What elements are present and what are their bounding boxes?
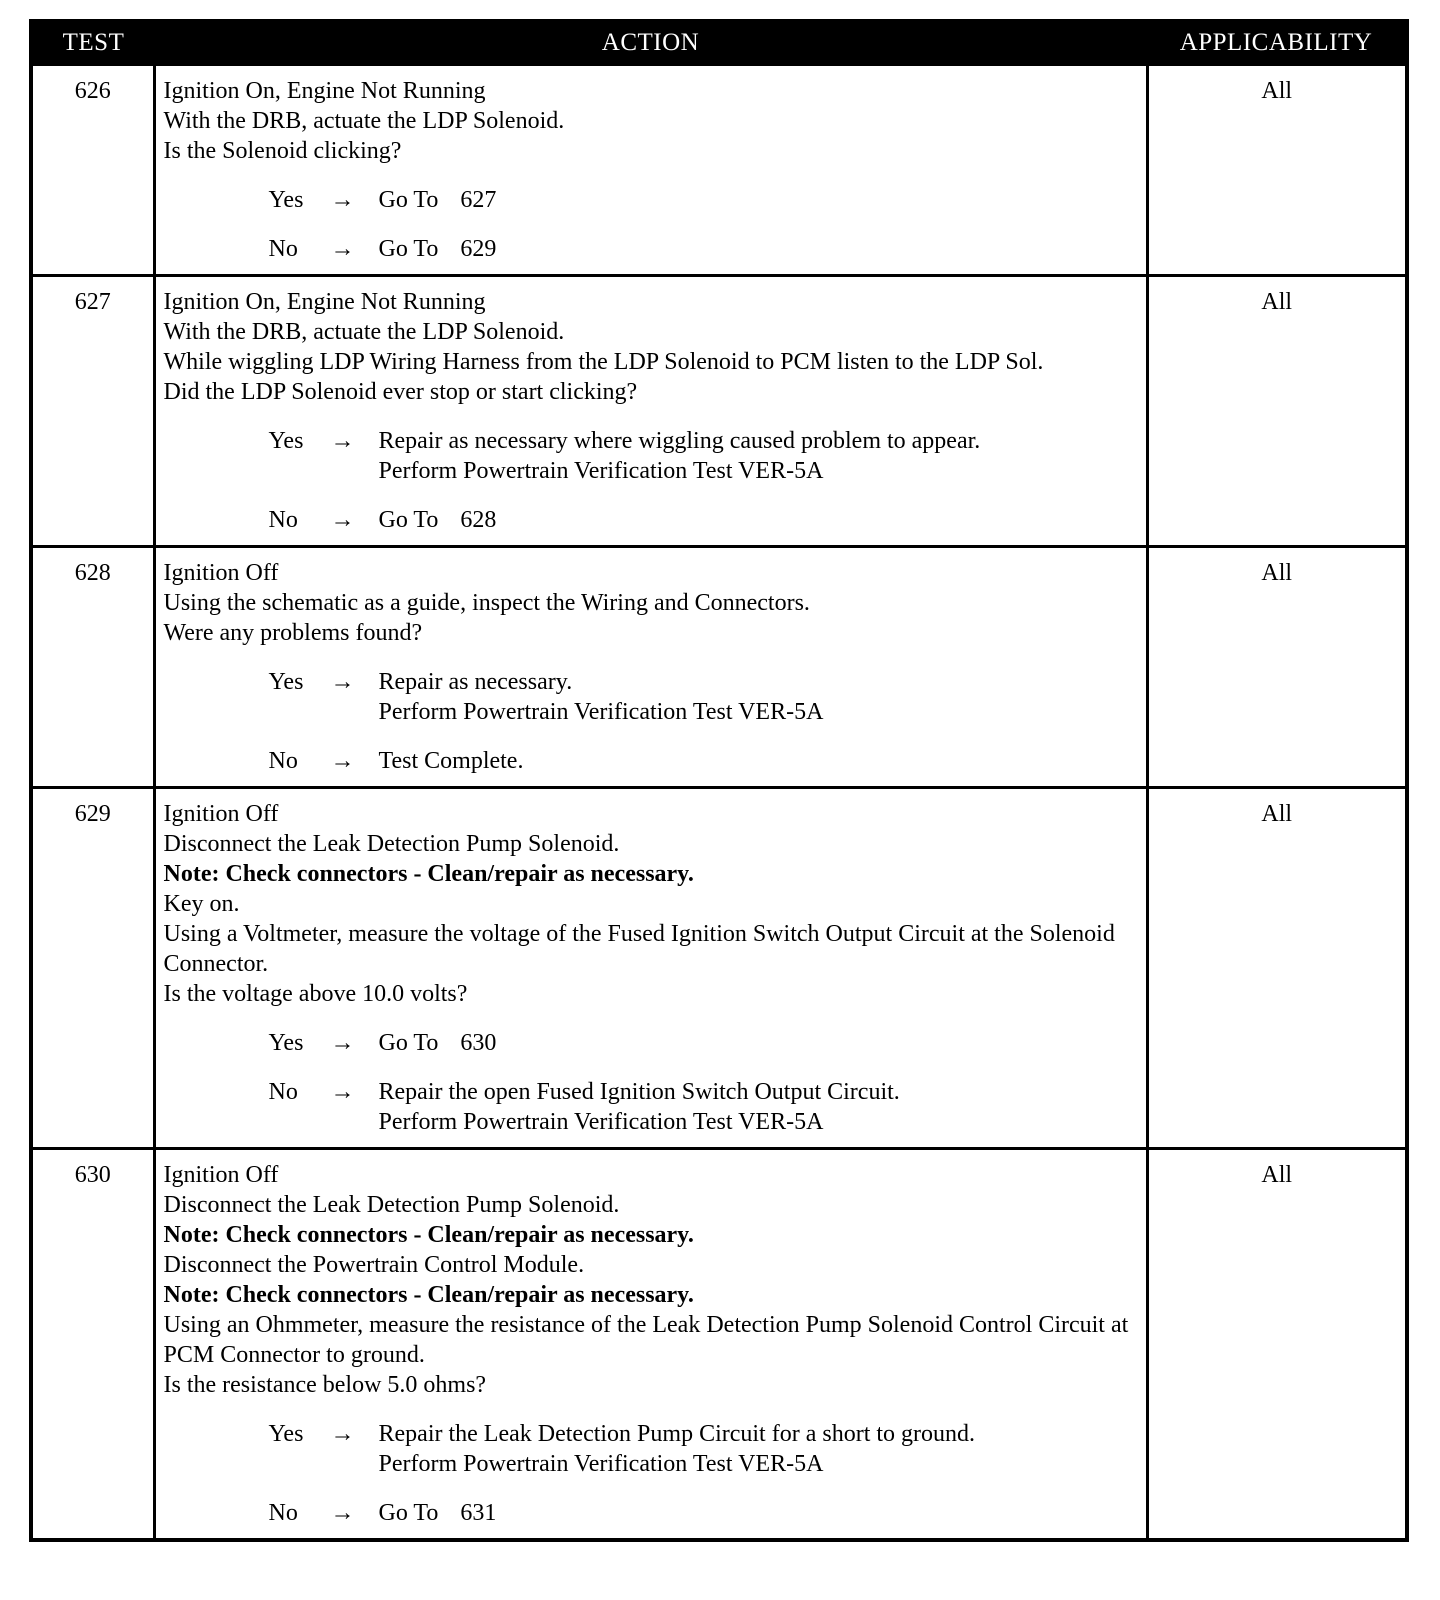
instruction-line: Did the LDP Solenoid ever stop or start clicking? (163, 379, 638, 405)
no-result (379, 234, 1142, 264)
no-branch (164, 746, 1142, 776)
table-row (31, 788, 1407, 1149)
instruction-line: Disconnect the Leak Detection Pump Solenoid. (163, 1192, 620, 1218)
result-line: Repair the Leak Detection Pump Circuit for a short to ground. (378, 1421, 976, 1447)
applicability-value: All (1147, 788, 1407, 1149)
instruction-line: Ignition Off (163, 801, 279, 827)
result-line: Test Complete. (378, 748, 524, 774)
instruction-line: While wiggling LDP Wiring Harness from the LDP Solenoid to PCM listen to the LDP Sol. (163, 349, 1044, 375)
header-test: TEST (31, 21, 154, 65)
instruction-line: Ignition Off (163, 560, 279, 586)
goto-label: Go To (378, 187, 439, 213)
note-line: Note: Check connectors - Clean/repair as necessary. (163, 1282, 694, 1308)
test-number: 627 (31, 276, 154, 547)
yes-label: Yes (268, 428, 304, 454)
yes-branch (164, 1028, 1142, 1058)
yes-branch (164, 185, 1142, 215)
instruction-line: Is the resistance below 5.0 ohms? (163, 1372, 487, 1398)
result-line: Perform Powertrain Verification Test VER-5A (378, 699, 824, 725)
table-body (31, 65, 1407, 1541)
table-row (31, 65, 1407, 276)
test-number: 629 (31, 788, 154, 1149)
yes-label: Yes (268, 1030, 304, 1056)
instruction-line: Key on. (163, 891, 240, 917)
action-cell (154, 547, 1147, 788)
goto-test-number: 629 (460, 236, 497, 262)
instruction-line: Were any problems found? (163, 620, 423, 646)
no-result (379, 746, 1142, 776)
table-header-row (31, 21, 1407, 65)
applicability-value: All (1147, 65, 1407, 276)
arrow-right-icon: → (330, 1079, 355, 1105)
no-label: No (268, 1500, 298, 1526)
yes-label: Yes (268, 669, 304, 695)
action-cell (154, 1149, 1147, 1541)
instruction-line: With the DRB, actuate the LDP Solenoid. (163, 319, 565, 345)
table-row (31, 547, 1407, 788)
yes-result (379, 1419, 1142, 1479)
result-line: Perform Powertrain Verification Test VER-5A (378, 1451, 824, 1477)
yes-branch (164, 667, 1142, 727)
goto-test-number: 627 (460, 187, 497, 213)
no-result (379, 505, 1142, 535)
result-line: Repair as necessary where wiggling caused problem to appear. (378, 428, 981, 454)
instruction-line: Ignition On, Engine Not Running (163, 78, 486, 104)
no-branch (164, 1498, 1142, 1528)
header-applicability: APPLICABILITY (1147, 21, 1407, 65)
action-cell (154, 788, 1147, 1149)
test-number: 628 (31, 547, 154, 788)
test-number: 630 (31, 1149, 154, 1541)
instruction-line: Ignition Off (163, 1162, 279, 1188)
instruction-line: Disconnect the Powertrain Control Module. (163, 1252, 585, 1278)
table-row (31, 276, 1407, 547)
goto-label: Go To (378, 507, 439, 533)
result-line: Repair the open Fused Ignition Switch Output Circuit. (378, 1079, 900, 1105)
yes-label: Yes (268, 187, 304, 213)
diagnostic-test-table (29, 19, 1409, 1542)
no-label: No (268, 1079, 298, 1105)
goto-label: Go To (378, 1500, 439, 1526)
result-line: Repair as necessary. (378, 669, 573, 695)
arrow-right-icon: → (330, 1500, 355, 1526)
no-label: No (268, 507, 298, 533)
instruction-line: Is the voltage above 10.0 volts? (163, 981, 468, 1007)
yes-result (379, 667, 1142, 727)
arrow-right-icon: → (330, 428, 355, 454)
goto-label: Go To (378, 1030, 439, 1056)
arrow-right-icon: → (330, 748, 355, 774)
no-result (379, 1077, 1142, 1137)
note-line: Note: Check connectors - Clean/repair as necessary. (163, 861, 694, 887)
applicability-value: All (1147, 547, 1407, 788)
applicability-value: All (1147, 276, 1407, 547)
no-result (379, 1498, 1142, 1528)
yes-branch (164, 1419, 1142, 1479)
arrow-right-icon: → (330, 236, 355, 262)
result-line: Perform Powertrain Verification Test VER-5A (378, 1109, 824, 1135)
no-label: No (268, 236, 298, 262)
goto-test-number: 631 (460, 1500, 497, 1526)
arrow-right-icon: → (330, 187, 355, 213)
arrow-right-icon: → (330, 507, 355, 533)
instruction-line: Using an Ohmmeter, measure the resistance of the Leak Detection Pump Solenoid Control Circuit at PCM Connector to ground. (163, 1312, 1129, 1368)
applicability-value: All (1147, 1149, 1407, 1541)
instruction-line: Ignition On, Engine Not Running (163, 289, 486, 315)
table-row (31, 1149, 1407, 1541)
instruction-line: Using a Voltmeter, measure the voltage of the Fused Ignition Switch Output Circuit at the Solenoid Connector. (163, 921, 1115, 977)
goto-test-number: 630 (460, 1030, 497, 1056)
yes-label: Yes (268, 1421, 304, 1447)
goto-label: Go To (378, 236, 439, 262)
instruction-line: Disconnect the Leak Detection Pump Solenoid. (163, 831, 620, 857)
arrow-right-icon: → (330, 669, 355, 695)
action-cell (154, 276, 1147, 547)
test-number: 626 (31, 65, 154, 276)
no-branch (164, 505, 1142, 535)
instruction-line: With the DRB, actuate the LDP Solenoid. (163, 108, 565, 134)
header-action: ACTION (154, 21, 1147, 65)
instruction-line: Is the Solenoid clicking? (163, 138, 402, 164)
no-label: No (268, 748, 298, 774)
yes-result (379, 185, 1142, 215)
no-branch (164, 234, 1142, 264)
yes-result (379, 426, 1142, 486)
yes-branch (164, 426, 1142, 486)
goto-test-number: 628 (460, 507, 497, 533)
arrow-right-icon: → (330, 1030, 355, 1056)
instruction-line: Using the schematic as a guide, inspect the Wiring and Connectors. (163, 590, 810, 616)
arrow-right-icon: → (330, 1421, 355, 1447)
note-line: Note: Check connectors - Clean/repair as necessary. (163, 1222, 694, 1248)
result-line: Perform Powertrain Verification Test VER-5A (378, 458, 824, 484)
yes-result (379, 1028, 1142, 1058)
no-branch (164, 1077, 1142, 1137)
action-cell (154, 65, 1147, 276)
